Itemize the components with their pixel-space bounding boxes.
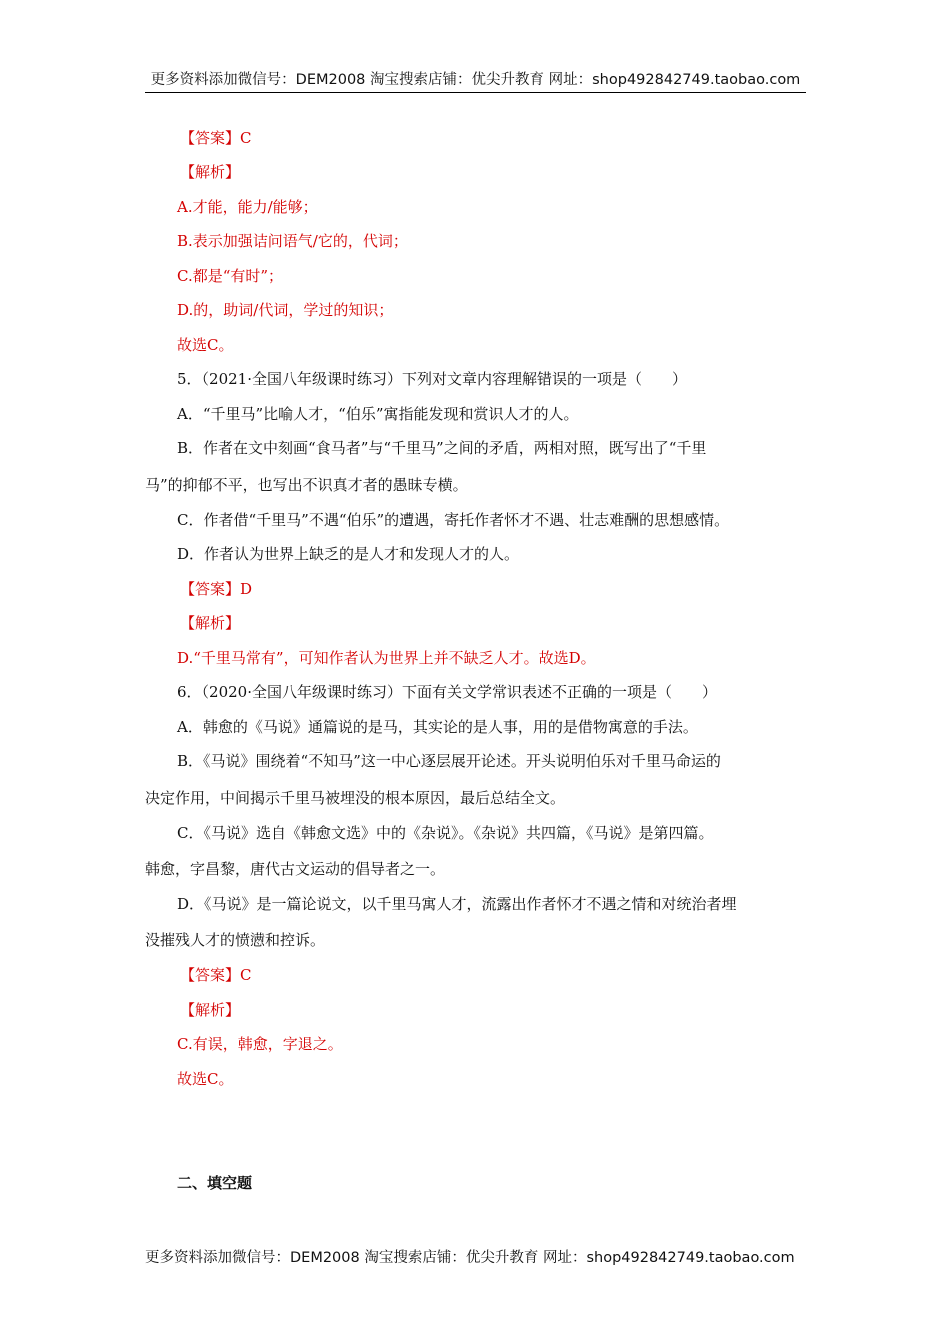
q4-answer: 【答案】C (180, 129, 252, 147)
q6-analysis-line: C.有误，韩愈，字退之。 (177, 1035, 343, 1053)
q6-option-d: D．《马说》是一篇论说文，以千里马寓人才，流露出作者怀才不遇之情和对统治者埋 (177, 895, 737, 913)
q5-option-a: A．“千里马”比喻人才，“伯乐”寓指能发现和赏识人才的人。 (177, 405, 579, 423)
q6-answer: 【答案】C (180, 966, 252, 984)
q6-analysis-label: 【解析】 (180, 1001, 241, 1019)
q5-analysis: D.“千里马常有”，可知作者认为世界上并不缺乏人才。故选D。 (177, 649, 596, 667)
q4-analysis-line: C.都是“有时”； (177, 267, 284, 285)
q4-analysis-line: A.才能，能力/能够； (177, 198, 318, 216)
q5-option-b: B．作者在文中刻画“食马者”与“千里马”之间的矛盾，两相对照，既写出了“千里 (177, 439, 707, 457)
q5-stem: 5．（2021·全国八年级课时练习）下列对文章内容理解错误的一项是（ ） (177, 370, 687, 388)
q5-option-c: C．作者借“千里马”不遇“伯乐”的遭遇，寄托作者怀才不遇、壮志难酬的思想感情。 (177, 511, 730, 529)
q6-option-c-cont: 韩愈，字昌黎，唐代古文运动的倡导者之一。 (145, 860, 446, 878)
q5-analysis-label: 【解析】 (180, 614, 241, 632)
q4-analysis-label: 【解析】 (180, 163, 241, 181)
q6-option-b: B．《马说》围绕着“不知马”这一中心逐层展开论述。开头说明伯乐对千里马命运的 (177, 752, 721, 770)
page-header: 更多资料添加微信号：DEM2008 淘宝搜索店铺：优尖升教育 网址：shop492842749.taobao.com (145, 68, 806, 93)
section-title: 二、填空题 (177, 1174, 253, 1192)
q4-analysis-line: 故选C。 (177, 336, 234, 354)
q5-answer: 【答案】D (180, 580, 253, 598)
q6-analysis-line: 故选C。 (177, 1070, 234, 1088)
q5-option-d: D．作者认为世界上缺乏的是人才和发现人才的人。 (177, 545, 520, 563)
q4-analysis-line: B.表示加强诘问语气/它的，代词； (177, 232, 408, 250)
q6-option-b-cont: 决定作用，中间揭示千里马被埋没的根本原因，最后总结全文。 (145, 789, 566, 807)
q6-stem: 6．（2020·全国八年级课时练习）下面有关文学常识表述不正确的一项是（ ） (177, 683, 717, 701)
q6-option-c: C．《马说》选自《韩愈文选》中的《杂说》。《杂说》共四篇，《马说》是第四篇。 (177, 824, 714, 842)
page-footer: 更多资料添加微信号：DEM2008 淘宝搜索店铺：优尖升教育 网址：shop492842749.taobao.com (145, 1250, 795, 1266)
q4-analysis-line: D.的，助词/代词，学过的知识； (177, 301, 394, 319)
q6-option-a: A．韩愈的《马说》通篇说的是马，其实论的是人事，用的是借物寓意的手法。 (177, 718, 698, 736)
q6-option-d-cont: 没摧残人才的愤懑和控诉。 (145, 931, 326, 949)
q5-option-b-cont: 马”的抑郁不平，也写出不识真才者的愚昧专横。 (145, 476, 468, 494)
